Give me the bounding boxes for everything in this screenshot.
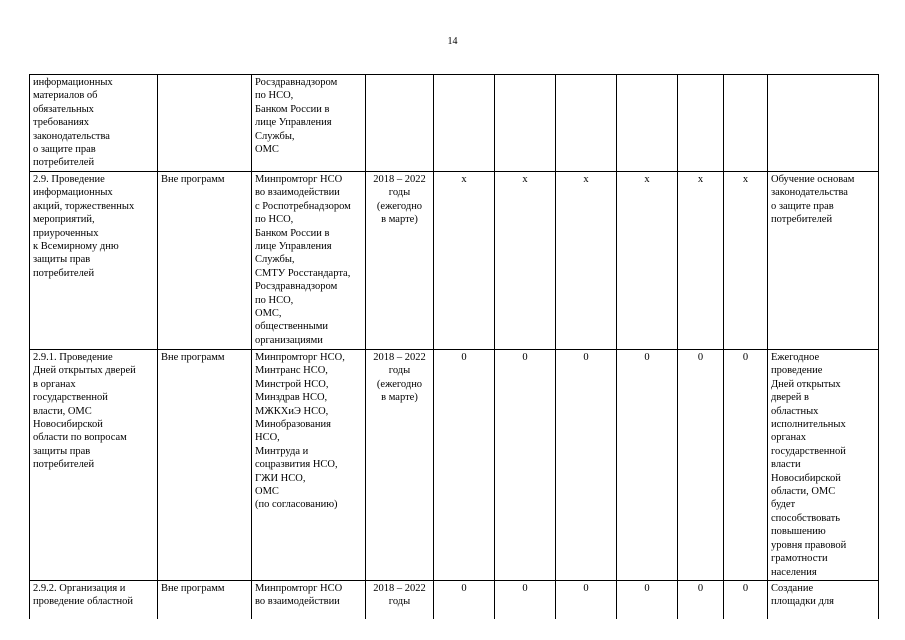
executors-cell: Минпромторг НСО во взаимодействии (252, 580, 366, 619)
measures-table (29, 74, 879, 619)
value-cell: x (495, 172, 556, 350)
value-cell: 0 (495, 350, 556, 581)
value-cell: 0 (434, 350, 495, 581)
table-row (30, 580, 879, 619)
result-cell (768, 75, 879, 172)
value-cell: 0 (617, 350, 678, 581)
value-cell: 0 (617, 580, 678, 619)
value-cell: 0 (724, 350, 768, 581)
period-cell: 2018 – 2022 годы (366, 580, 434, 619)
table-row (30, 75, 879, 172)
value-cell: 0 (724, 580, 768, 619)
value-cell: x (724, 172, 768, 350)
table-row (30, 172, 879, 350)
table-row (30, 350, 879, 581)
period-cell: 2018 – 2022 годы (ежегодно в марте) (366, 172, 434, 350)
value-cell: 0 (678, 580, 724, 619)
value-cell: x (617, 172, 678, 350)
value-cell (556, 75, 617, 172)
result-cell: Создание площадки для (768, 580, 879, 619)
value-cell (617, 75, 678, 172)
executors-cell: Минпромторг НСО, Минтранс НСО, Минстрой НСО, Минздрав НСО, МЖКХиЭ НСО, Минобразования НСО, Минтруда и соцразвития НСО, ГЖИ НСО, ОМС (по согласованию) (252, 350, 366, 581)
period-cell (366, 75, 434, 172)
funding-source-cell: Вне программ (158, 172, 252, 350)
value-cell: x (678, 172, 724, 350)
event-cell: 2.9. Проведение информационных акций, торжественных мероприятий, приуроченных к Всемирному дню защиты прав потребителей (30, 172, 158, 350)
event-cell: 2.9.2. Организация и проведение областной (30, 580, 158, 619)
value-cell: 0 (495, 580, 556, 619)
value-cell (434, 75, 495, 172)
value-cell (495, 75, 556, 172)
executors-cell: Росздравнадзором по НСО, Банком России в лице Управления Службы, ОМС (252, 75, 366, 172)
executors-cell: Минпромторг НСО во взаимодействии с Роспотребнадзором по НСО, Банком России в лице Управления Службы, СМТУ Росстандарта, Росздравнадзором по НСО, ОМС, общественными организациями (252, 172, 366, 350)
value-cell: 0 (678, 350, 724, 581)
funding-source-cell (158, 75, 252, 172)
value-cell: 0 (556, 350, 617, 581)
funding-source-cell: Вне программ (158, 350, 252, 581)
result-cell: Ежегодное проведение Дней открытых дверей в областных исполнительных органах государственной власти Новосибирской области, ОМС будет способствовать повышению уровня правовой грамотности населения (768, 350, 879, 581)
period-cell: 2018 – 2022 годы (ежегодно в марте) (366, 350, 434, 581)
funding-source-cell: Вне программ (158, 580, 252, 619)
page-number: 14 (447, 36, 458, 47)
event-cell: 2.9.1. Проведение Дней открытых дверей в органах государственной власти, ОМС Новосибирской области по вопросам защиты прав потребителей (30, 350, 158, 581)
result-cell: Обучение основам законодательства о защите прав потребителей (768, 172, 879, 350)
value-cell: 0 (434, 580, 495, 619)
value-cell: x (434, 172, 495, 350)
value-cell (678, 75, 724, 172)
value-cell: 0 (556, 580, 617, 619)
value-cell (724, 75, 768, 172)
event-cell: информационных материалов об обязательных требованиях законодательства о защите прав потребителей (30, 75, 158, 172)
value-cell: x (556, 172, 617, 350)
